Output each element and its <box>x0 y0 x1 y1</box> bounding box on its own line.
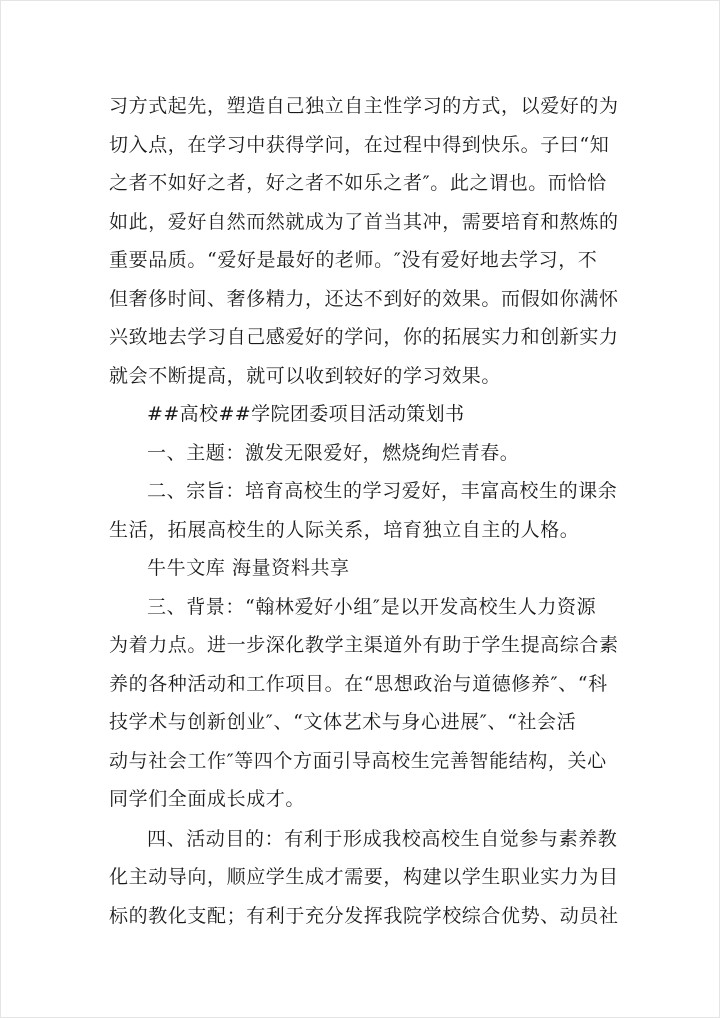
section-objective: 四、活动目的：有利于形成我校高校生自觉参与素养教 <box>147 827 618 850</box>
paragraph-line: 标的教化支配；有利于充分发挥我院学校综合优势、动员社 <box>109 904 619 927</box>
watermark-text: 牛牛文库 海量资料共享 <box>147 557 350 579</box>
paragraph-line: 生活，拓展高校生的人际关系，培育独立自主的人格。 <box>109 518 580 541</box>
paragraph-line: 养的各种活动和工作项目。在“思想政治与道德修养″、“科 <box>109 672 608 695</box>
section-purpose: 二、宗旨：培育高校生的学习爱好，丰富高校生的课余 <box>147 480 618 502</box>
document-title: ##高校##学院团委项目活动策划书 <box>147 403 465 425</box>
section-background: 三、背景：“翰林爱好小组″是以开发高校生人力资源 <box>147 595 597 618</box>
paragraph-line: 重要品质。“爱好是最好的老师。″没有爱好地去学习，不 <box>109 249 598 271</box>
paragraph-line: 就会不断提高，就可以收到较好的学习效果。 <box>109 364 502 387</box>
paragraph-line: 习方式起先，塑造自己独立自主性学习的方式，以爱好的为 <box>109 95 619 117</box>
section-theme: 一、主题：激发无限爱好，燃烧绚烂青春。 <box>147 441 520 464</box>
paragraph-line: 同学们全面成长成才。 <box>109 788 306 810</box>
paragraph-line: 之者不如好之者，好之者不如乐之者″。此之谓也。而恰恰 <box>109 172 607 194</box>
paragraph-line: 技学术与创新创业″、“文体艺术与身心进展″、“社会活 <box>109 711 577 733</box>
paragraph-line: 化主动导向，顺应学生成才需要，构建以学生职业实力为目 <box>109 866 619 888</box>
paragraph-line: 但奢侈时间、奢侈精力，还达不到好的效果。而假如你满怀 <box>109 287 619 310</box>
paragraph-line: 切入点，在学习中获得学问，在过程中得到快乐。子曰“知 <box>109 133 610 156</box>
paragraph-line: 兴致地去学习自己感爱好的学问，你的拓展实力和创新实力 <box>109 326 619 348</box>
document-body <box>109 87 619 935</box>
paragraph-line: 如此，爱好自然而然就成为了首当其冲，需要培育和熬炼的 <box>109 210 619 233</box>
paragraph-line: 动与社会工作″等四个方面引导高校生完善智能结构，关心 <box>109 749 607 772</box>
paragraph-line: 为着力点。进一步深化教学主渠道外有助于学生提高综合素 <box>109 634 619 656</box>
